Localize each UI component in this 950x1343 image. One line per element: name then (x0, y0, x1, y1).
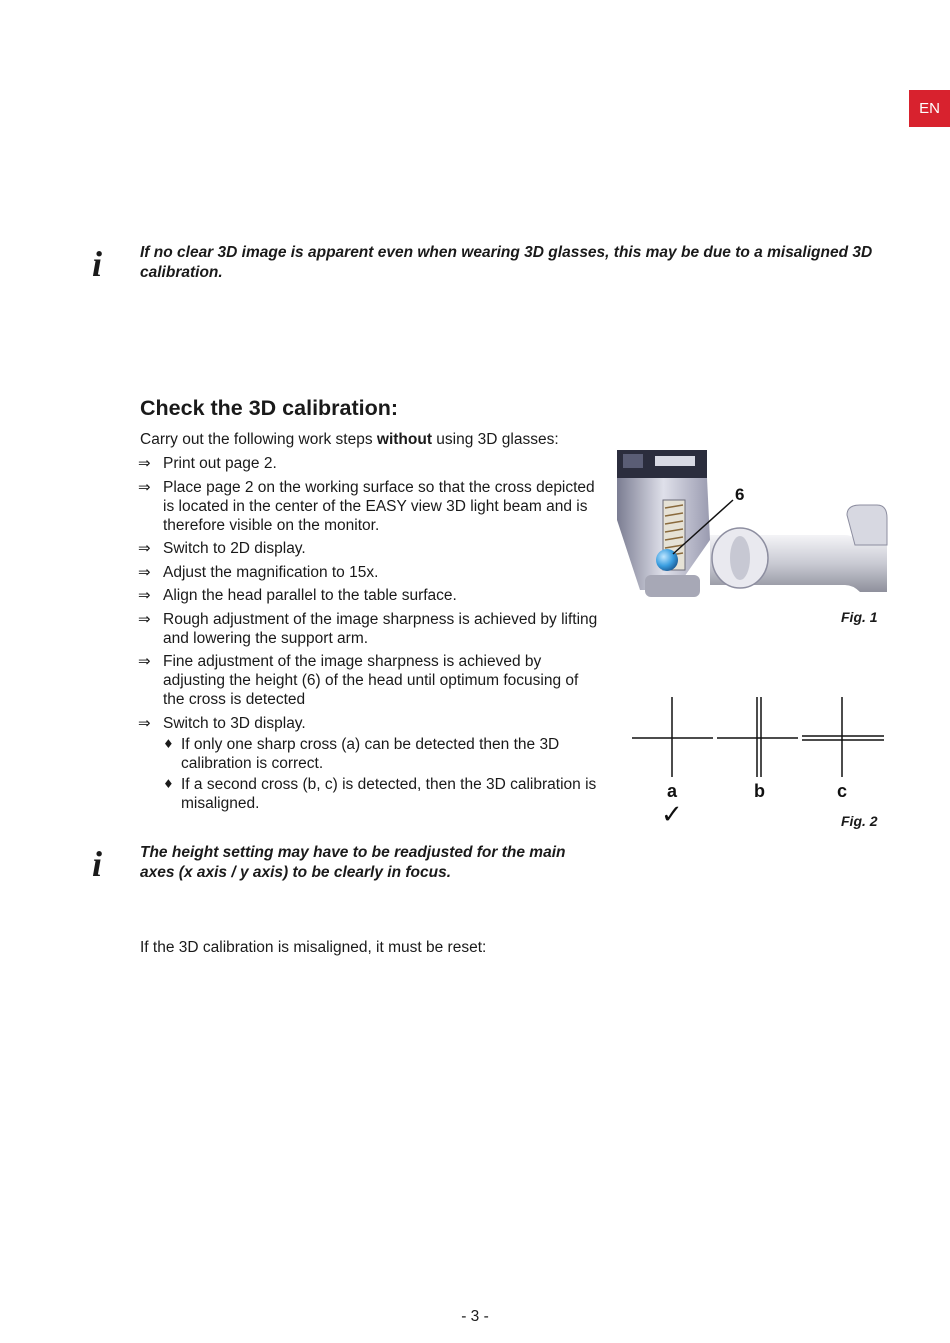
list-item (140, 563, 600, 582)
sub-steps-list (163, 735, 600, 813)
info-icon: i (92, 844, 103, 884)
list-item (140, 478, 600, 535)
section-heading: Check the 3D calibration: (140, 396, 399, 420)
arrow-bullet-icon: ⇒ (138, 652, 151, 670)
housing-detail (623, 454, 643, 468)
figure-caption: Fig. 1 (841, 609, 878, 625)
cross-b (717, 697, 798, 777)
arrow-bullet-icon: ⇒ (138, 609, 151, 628)
info-icon: i (92, 244, 103, 284)
check-mark-icon: ✓ (661, 800, 683, 830)
intro-text-end: using 3D glasses: (432, 431, 559, 448)
sub-step-text: If only one sharp cross (a) can be detected then the 3D calibration is correct. (181, 735, 560, 772)
figure-caption: Fig. 2 (841, 813, 878, 829)
step-text: Rough adjustment of the image sharpness is achieved by lifting and lowering the support arm. (163, 610, 598, 647)
step-text: Align the head parallel to the table surface. (163, 587, 457, 604)
diamond-bullet-icon: ♦ (163, 736, 174, 751)
housing-detail (655, 456, 695, 466)
list-item (163, 775, 600, 813)
intro-text-start: Carry out the following work steps (140, 431, 377, 448)
arrow-bullet-icon: ⇒ (138, 539, 151, 557)
step-text: Adjust the magnification to 15x. (163, 563, 379, 581)
list-item (140, 539, 600, 558)
arm-end-bracket (847, 505, 887, 545)
base-shape (645, 575, 700, 597)
arrow-bullet-icon: ⇒ (138, 454, 151, 472)
arrow-bullet-icon: ⇒ (138, 713, 151, 732)
step-text: Print out page 2. (163, 455, 277, 472)
arrow-bullet-icon: ⇒ (138, 477, 151, 496)
list-item (140, 610, 600, 648)
cross-a (632, 697, 713, 777)
list-item (140, 454, 600, 473)
page-number: - 3 - (461, 1308, 489, 1325)
list-item (140, 714, 600, 813)
callout-number: 6 (735, 485, 745, 504)
arrow-bullet-icon: ⇒ (138, 586, 151, 604)
cross-label-c: c (837, 781, 848, 801)
steps-list (140, 454, 600, 817)
intro-text-bold: without (376, 431, 432, 448)
list-item (140, 586, 600, 605)
cross-label-a: a (667, 781, 678, 801)
sub-step-text: If a second cross (b, c) is detected, then the 3D calibration is misaligned. (181, 775, 597, 812)
arrow-bullet-icon: ⇒ (138, 562, 151, 581)
step-text: Switch to 2D display. (163, 540, 306, 557)
info-note: The height setting may have to be readjusted for the main axes (x axis / y axis) to be clearly in focus. (140, 844, 566, 881)
step-text: Place page 2 on the working surface so that the cross depicted is located in the center of the EASY view 3D light beam and is therefore visible on the monitor. (163, 478, 595, 534)
info-note: If no clear 3D image is apparent even when wearing 3D glasses, this may be due to a misaligned 3D calibration. (140, 244, 873, 281)
device-illustration (615, 450, 890, 600)
list-item (140, 652, 600, 709)
list-item (163, 735, 600, 773)
step-text: Fine adjustment of the image sharpness is achieved by adjusting the height (6) of the head until optimum focusing of the cross is detected (163, 653, 579, 708)
intro-text (140, 430, 559, 449)
joint-detail (730, 536, 750, 580)
reset-instruction: If the 3D calibration is misaligned, it must be reset: (140, 939, 487, 956)
diamond-bullet-icon: ♦ (163, 776, 174, 791)
cross-c (802, 697, 884, 777)
language-tab: EN (909, 90, 950, 127)
step-text: Switch to 3D display. (163, 714, 306, 732)
cross-label-b: b (754, 781, 765, 801)
